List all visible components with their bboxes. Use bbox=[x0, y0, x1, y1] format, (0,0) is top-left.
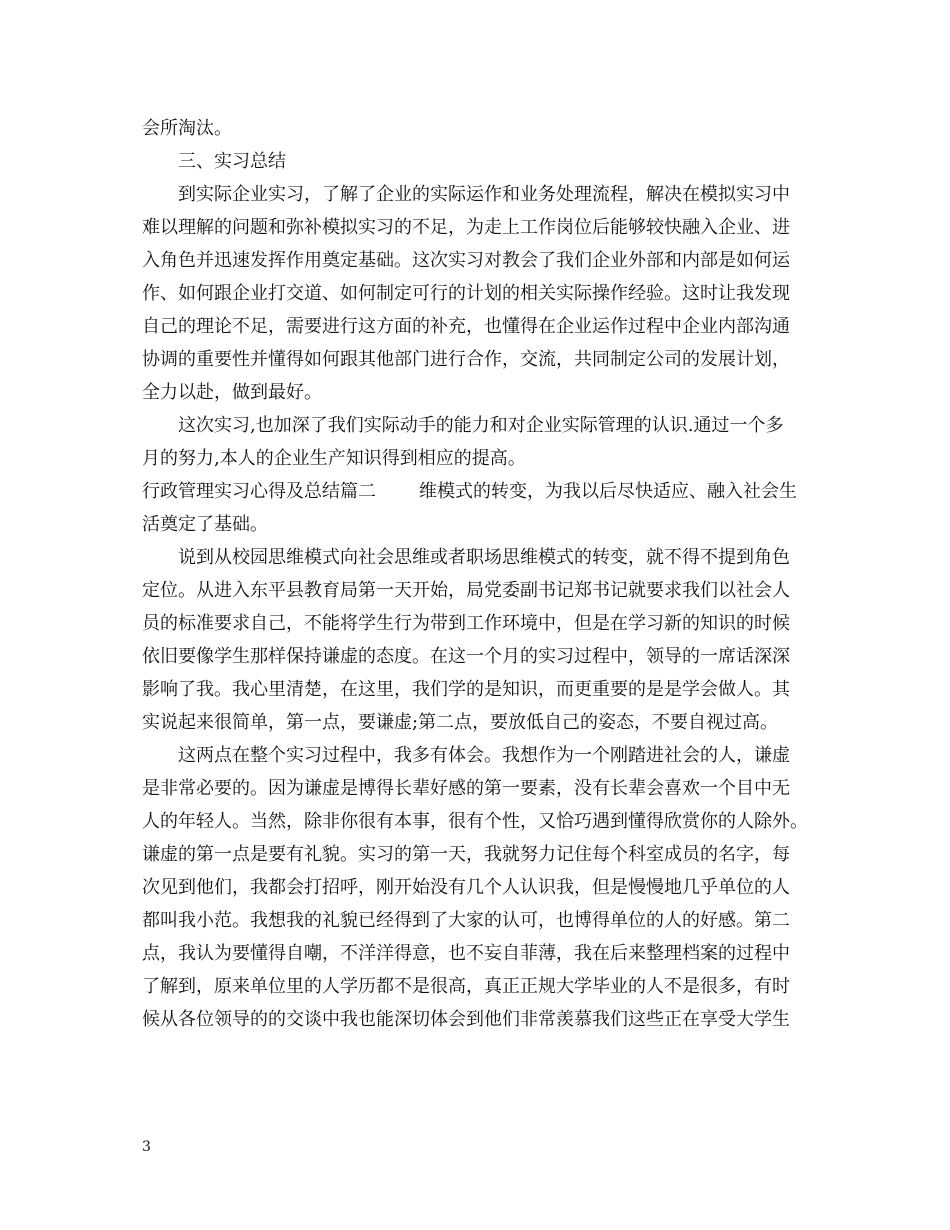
text-line: 全力以赴，做到最好。 bbox=[142, 382, 322, 403]
text-line: 这两点在整个实习过程中，我多有体会。我想作为一个刚踏进社会的人，谦虚 bbox=[178, 745, 790, 766]
text-line: 点，我认为要懂得自嘲，不洋洋得意，也不妄自菲薄，我在后来整理档案的过程中 bbox=[142, 943, 790, 964]
text-line: 协调的重要性并懂得如何跟其他部门进行合作，交流，共同制定公司的发展计划， bbox=[142, 349, 790, 370]
text-line: 实说起来很简单，第一点，要谦虚;第二点，要放低自己的姿态，不要自视过高。 bbox=[142, 712, 779, 733]
text-line: 作、如何跟企业打交道、如何制定可行的计划的相关实际操作经验。这时让我发现 bbox=[142, 283, 790, 304]
text-line: 难以理解的问题和弥补模拟实习的不足，为走上工作岗位后能够较快融入企业、进 bbox=[142, 217, 790, 238]
section-heading: 三、实习总结 bbox=[178, 151, 286, 172]
text-line: 会所淘汰。 bbox=[142, 118, 232, 139]
text-line: 是非常必要的。因为谦虚是博得长辈好感的第一要素，没有长辈会喜欢一个目中无 bbox=[142, 778, 790, 799]
text-line: 说到从校园思维模式向社会思维或者职场思维模式的转变，就不得不提到角色 bbox=[178, 547, 790, 568]
text-line: 员的标准要求自己，不能将学生行为带到工作环境中，但是在学习新的知识的时候 bbox=[142, 613, 790, 634]
text-line: 候从各位领导的的交谈中我也能深切体会到他们非常羡慕我们这些正在享受大学生 bbox=[142, 1009, 790, 1030]
text-line: 次见到他们，我都会打招呼，刚开始没有几个人认识我，但是慢慢地几乎单位的人 bbox=[142, 877, 790, 898]
article-title: 行政管理实习心得及总结篇二 bbox=[142, 481, 376, 502]
text-line: 月的努力,本人的企业生产知识得到相应的提高。 bbox=[142, 448, 526, 469]
text-line: 人的年轻人。当然，除非你很有本事，很有个性，又恰巧遇到懂得欣赏你的人除外。 bbox=[142, 811, 808, 832]
text-line: 这次实习,也加深了我们实际动手的能力和对企业实际管理的认识.通过一个多 bbox=[178, 415, 784, 436]
text-line: 依旧要像学生那样保持谦虚的态度。在这一个月的实习过程中，领导的一席话深深 bbox=[142, 646, 790, 667]
text-line: 了解到，原来单位里的人学历都不是很高，真正正规大学毕业的人不是很多，有时 bbox=[142, 976, 790, 997]
article-title-line bbox=[142, 475, 822, 508]
text-line: 自己的理论不足，需要进行这方面的补充，也懂得在企业运作过程中企业内部沟通 bbox=[142, 316, 790, 337]
text-line: 都叫我小范。我想我的礼貌已经得到了大家的认可，也博得单位的人的好感。第二 bbox=[142, 910, 790, 931]
document-body bbox=[142, 112, 822, 1036]
page-number: 3 bbox=[142, 1139, 151, 1155]
text-line: 定位。从进入东平县教育局第一天开始，局党委副书记郑书记就要求我们以社会人 bbox=[142, 580, 790, 601]
text-line: 入角色并迅速发挥作用奠定基础。这次实习对教会了我们企业外部和内部是如何运 bbox=[142, 250, 790, 271]
text-line: 到实际企业实习，了解了企业的实际运作和业务处理流程，解决在模拟实习中 bbox=[178, 184, 790, 205]
text-line: 活奠定了基础。 bbox=[142, 514, 268, 535]
text-line: 谦虚的第一点是要有礼貌。实习的第一天，我就努力记住每个科室成员的名字，每 bbox=[142, 844, 790, 865]
text-fragment: 维模式的转变，为我以后尽快适应、融入社会生 bbox=[419, 481, 797, 502]
text-line: 影响了我。我心里清楚，在这里，我们学的是知识，而更重要的是是学会做人。其 bbox=[142, 679, 790, 700]
